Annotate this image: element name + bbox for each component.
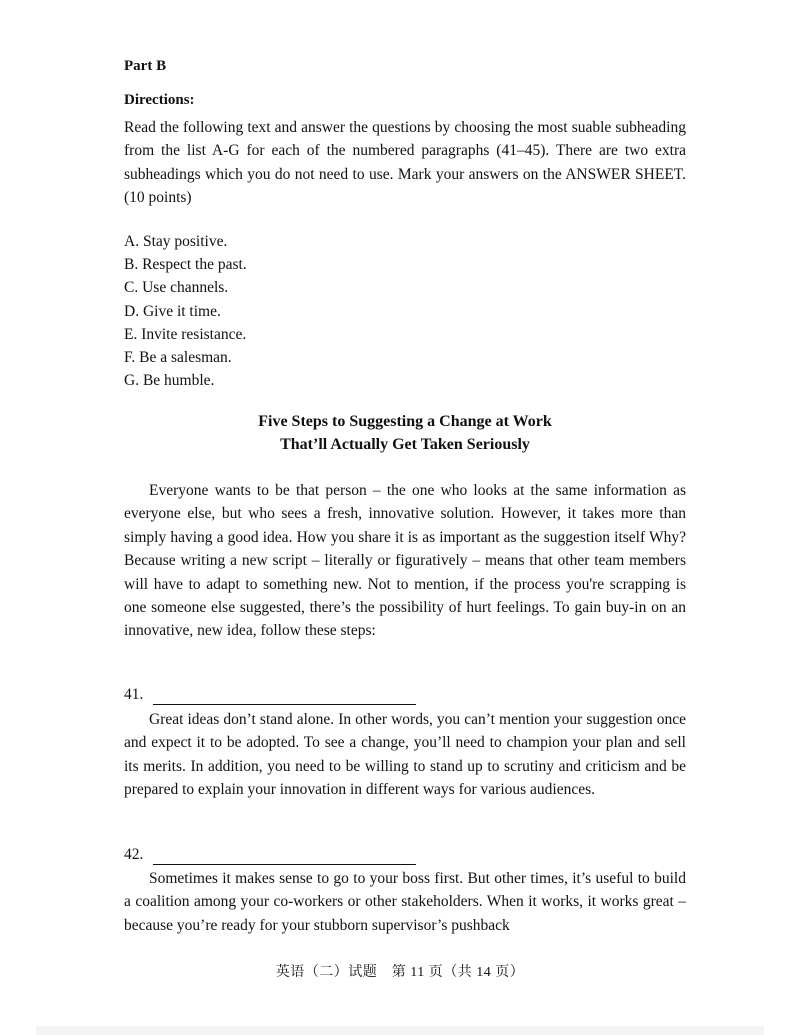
- article-title: [124, 410, 686, 456]
- article-title-line2: That’ll Actually Get Taken Seriously: [280, 436, 530, 453]
- option-d: D. Give it time.: [124, 302, 221, 320]
- question-41-header: [124, 685, 416, 705]
- option-a: A. Stay positive.: [124, 233, 228, 250]
- answer-blank-42[interactable]: [153, 849, 416, 865]
- article-title-line1: Five Steps to Suggesting a Change at Work: [258, 413, 552, 430]
- option-g: G. Be humble.: [124, 372, 215, 390]
- options-list: [124, 230, 424, 392]
- intro-paragraph: Everyone wants to be that person – the one who looks at the same information as everyone else, but who sees a fresh, innovative solution. However, it takes more than simply having a good idea. How you share it is as important as the suggestion itself Why? Because writing a new script – literally or figuratively – means that other team members will have to adapt to something new. Not to mention, if the process you're scrapping is one someone else suggested, there’s the possibility of hurt feelings. To gain buy-in on an innovative, new idea, follow these steps:: [124, 482, 686, 640]
- question-42-paragraph: Sometimes it makes sense to go to your boss first. But other times, it’s useful to build a coalition among your co-workers or other stakeholders. When it works, it works great – because you’re ready for your stubborn supervisor’s pushback: [124, 870, 686, 934]
- option-e: E. Invite resistance.: [124, 325, 247, 343]
- option-b: B. Respect the past.: [124, 256, 247, 274]
- directions-text: Read the following text and answer the questions by choosing the most suable subheading from the list A-G for each of the numbered paragraphs (41–45). There are two extra subheadings which you do not need to use. Mark your answers on the ANSWER SHEET. (10 points): [124, 119, 686, 207]
- page-footer: 英语（二）试题 第 11 页（共 14 页）: [275, 965, 525, 980]
- option-c: C. Use channels.: [124, 279, 229, 297]
- question-number: 41.: [124, 686, 144, 703]
- directions-heading: Directions:: [124, 92, 195, 108]
- answer-blank-41[interactable]: [153, 689, 416, 705]
- option-f: F. Be a salesman.: [124, 349, 232, 367]
- question-number: 42.: [124, 846, 144, 863]
- bottom-edge-divider: [36, 1026, 764, 1035]
- question-41-paragraph: Great ideas don’t stand alone. In other words, you can’t mention your suggestion once and expect it to be adopted. To see a change, you’ll need to champion your plan and sell its merits. In addition, you need to be willing to stand up to scrutiny and criticism and be prepared to explain your innovation in different ways for various audiences.: [124, 711, 686, 799]
- question-42-header: [124, 845, 416, 865]
- section-heading: Part B: [124, 58, 167, 74]
